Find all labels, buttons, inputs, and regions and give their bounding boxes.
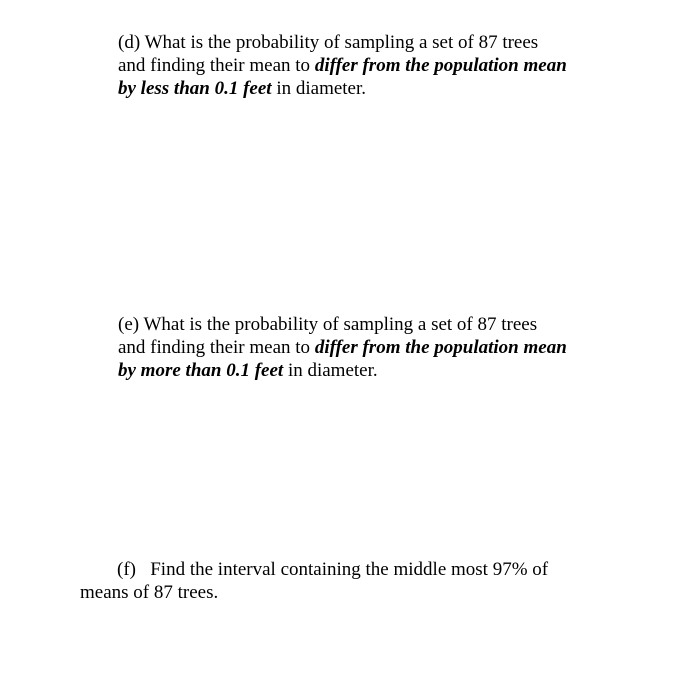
question-d-emphasis: differ from the population mean	[314, 55, 567, 76]
question-e-text: in diameter.	[283, 360, 378, 381]
question-e-label: (e)	[118, 314, 140, 335]
question-d-emphasis: by less than 0.1 feet	[118, 78, 272, 99]
question-d-label: (d)	[118, 32, 141, 53]
question-f-line-1	[80, 558, 640, 581]
question-e-emphasis: by more than 0.1 feet	[118, 360, 284, 381]
question-e-line-1	[118, 313, 618, 336]
question-d-text: What is the probability of sampling a set of 87 trees	[140, 32, 539, 53]
question-e-text: and finding their mean to	[118, 337, 315, 358]
question-f-text: Find the interval containing the middle most 97% of	[135, 559, 549, 580]
question-e-line-3	[118, 359, 618, 382]
question-e-line-2	[118, 336, 618, 359]
question-e	[118, 313, 618, 382]
question-e-emphasis: differ from the population mean	[314, 337, 567, 358]
question-f-line-2: means of 87 trees.	[80, 582, 219, 603]
question-e-text: What is the probability of sampling a set of 87 trees	[139, 314, 538, 335]
question-f-label: (f)	[117, 559, 136, 580]
question-d-line-1	[118, 31, 618, 54]
question-d-line-3	[118, 77, 618, 100]
question-d-line-2	[118, 54, 618, 77]
question-d-text: in diameter.	[271, 78, 367, 99]
question-d-text: and finding their mean to	[118, 55, 315, 76]
question-f	[80, 558, 640, 604]
question-d	[118, 31, 618, 100]
